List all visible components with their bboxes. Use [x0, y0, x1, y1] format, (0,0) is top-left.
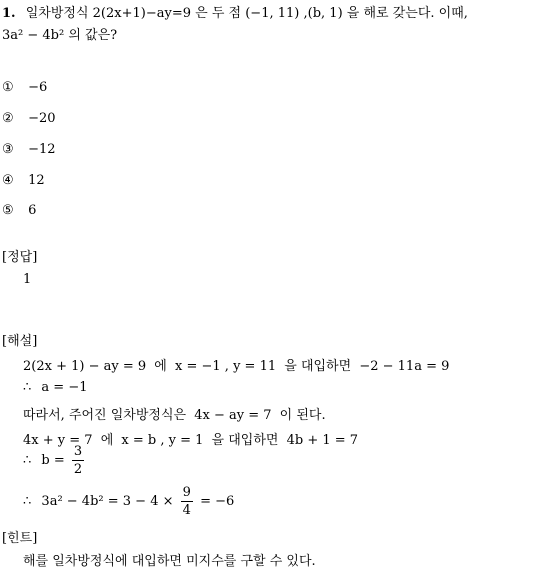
therefore-symbol: ∴ — [23, 453, 32, 468]
step1-expression: 2(2x + 1) − ay = 9 — [23, 359, 147, 374]
step3-text-a: 따라서, 주어진 일차방정식은 — [23, 408, 187, 423]
choice-2[interactable] — [2, 111, 56, 126]
question-text-b: 은 두 점 — [195, 6, 242, 21]
explanation-step-1 — [23, 355, 449, 374]
choice-value: −20 — [28, 111, 56, 126]
choice-value: −6 — [28, 80, 48, 95]
fraction-numerator: 9 — [182, 485, 191, 500]
choice-marker: ⑤ — [2, 203, 14, 218]
question-point-1: (−1, 11) — [245, 6, 300, 21]
choice-3[interactable] — [2, 142, 56, 157]
fraction-numerator: 3 — [73, 444, 83, 459]
answer-label: [정답] — [2, 250, 38, 265]
choice-marker: ④ — [2, 173, 14, 188]
hint-label: [힌트] — [2, 531, 38, 546]
choice-marker: ① — [2, 80, 14, 95]
hint-text: 해를 일차방정식에 대입하면 미지수를 구할 수 있다. — [23, 554, 316, 569]
explanation-step-5 — [23, 445, 87, 476]
explanation-step-6 — [23, 486, 234, 517]
step5-fraction — [72, 445, 84, 476]
step1-text-b: 을 대입하면 — [284, 359, 352, 374]
question-number: 1. — [2, 6, 16, 21]
step4-y-value: y = 1 — [168, 433, 204, 448]
step6-rhs: = −6 — [200, 494, 235, 509]
therefore-symbol: ∴ — [23, 494, 32, 509]
choice-value: 12 — [28, 173, 45, 188]
step2-expression: a = −1 — [41, 380, 88, 395]
step1-x-value: x = −1 — [174, 359, 221, 374]
step1-y-value: y = 11 — [233, 359, 277, 374]
choice-4[interactable] — [2, 173, 45, 188]
question-equation: 2(2x+1)−ay=9 — [92, 6, 191, 21]
step4-comma: , — [160, 433, 165, 448]
question-expression: 3a² − 4b² — [2, 28, 65, 43]
step1-comma: , — [224, 359, 229, 374]
fraction-denominator: 4 — [182, 503, 191, 518]
therefore-symbol: ∴ — [23, 380, 32, 395]
choice-1[interactable] — [2, 80, 47, 95]
step1-text-a: 에 — [154, 359, 167, 374]
question-text-c: 을 해로 갖는다. 이때, — [346, 6, 468, 21]
step4-expression: 4x + y = 7 — [23, 433, 93, 448]
choice-5[interactable] — [2, 203, 36, 218]
question-line-1 — [2, 2, 468, 21]
step4-text-b: 을 대입하면 — [211, 433, 279, 448]
choice-value: −12 — [28, 142, 56, 157]
choice-value: 6 — [28, 203, 37, 218]
answer-value: 1 — [23, 272, 32, 287]
explanation-step-2 — [23, 380, 88, 395]
step3-expression: 4x − ay = 7 — [194, 408, 272, 423]
step4-text-a: 에 — [100, 433, 114, 448]
question-text-d: 의 값은? — [68, 28, 118, 43]
choice-marker: ③ — [2, 142, 14, 157]
explanation-step-3 — [23, 404, 326, 423]
question-comma: , — [303, 6, 308, 21]
step3-text-b: 이 된다. — [279, 408, 326, 423]
step1-result: −2 − 11a = 9 — [359, 359, 450, 374]
step4-result: 4b + 1 = 7 — [286, 433, 359, 448]
explanation-label: [해설] — [2, 334, 38, 349]
question-point-2: (b, 1) — [307, 6, 343, 21]
question-text-a: 일차방정식 — [25, 6, 89, 21]
question-line-2 — [2, 24, 117, 43]
step4-x-value: x = b — [121, 433, 157, 448]
step6-lhs: 3a² − 4b² = 3 − 4 × — [41, 494, 174, 509]
step6-fraction — [181, 486, 193, 517]
step5-lhs: b = — [41, 453, 65, 468]
choice-marker: ② — [2, 111, 14, 126]
fraction-denominator: 2 — [73, 462, 83, 477]
